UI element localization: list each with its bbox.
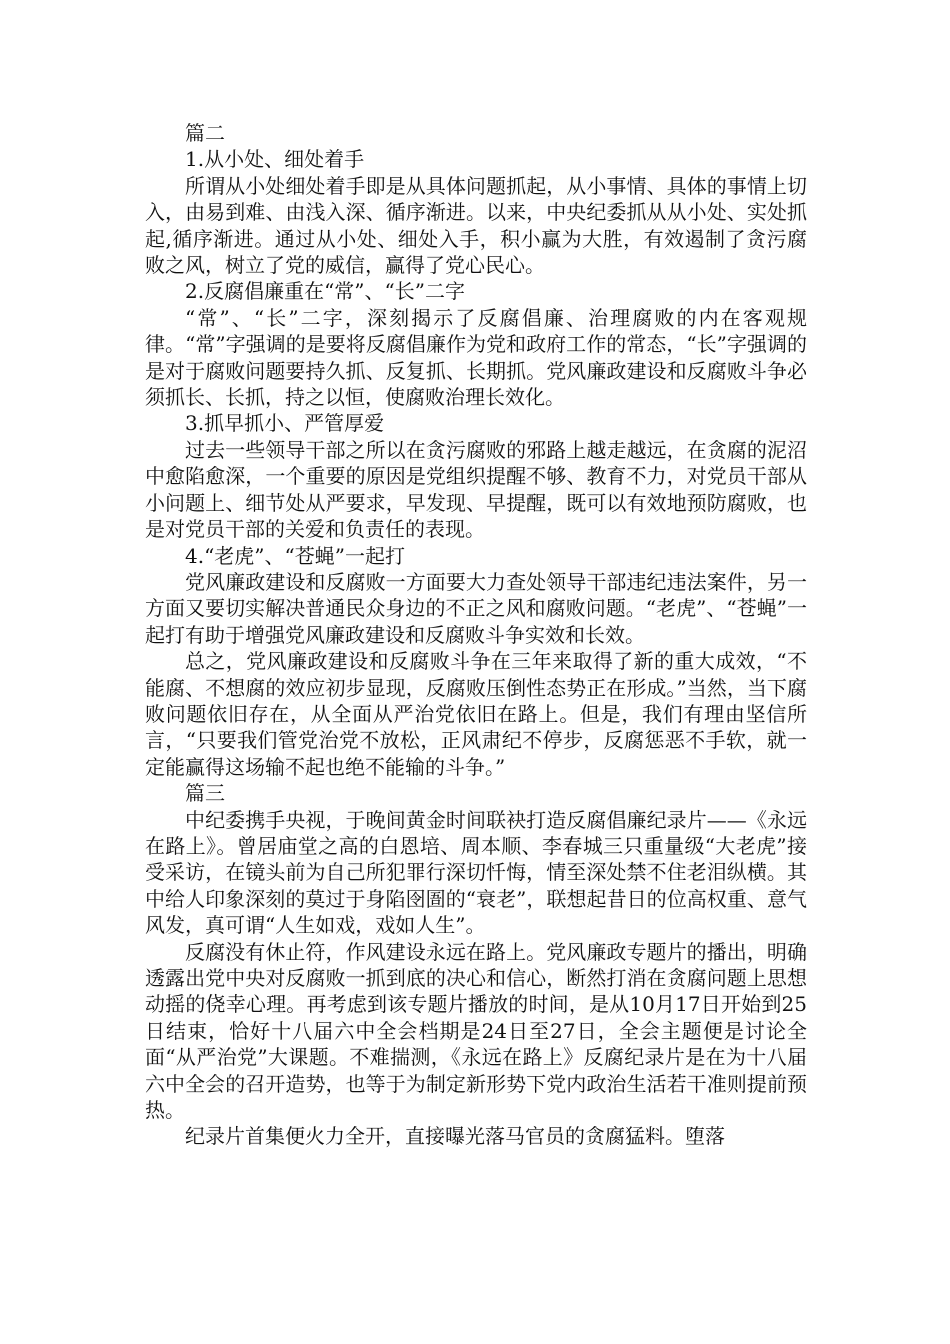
paragraph: 纪录片首集便火力全开，直接曝光落马官员的贪腐猛料。堕落 [185,1124,725,1149]
paragraph: “常”、“长”二字，深刻揭示了反腐倡廉、治理腐败的内在客观规律。“常”字强调的是要将反腐倡廉作为党和政府工作的常态，“长”字强调的是对于腐败问题要持久抓、反复抓、长期抓。党风廉政建设和反腐败斗争必须抓长、长抓，持之以恒，使腐败治理长效化。 [145,305,807,410]
document-body [145,120,807,1150]
paragraph: 中纪委携手央视，于晚间黄金时间联袂打造反腐倡廉纪录片——《永远在路上》。曾居庙堂之高的白恩培、周本顺、李春城三只重量级“大老虎”接受采访，在镜头前为自己所犯罪行深切忏悔，情至深处禁不住老泪纵横。其中给人印象深刻的莫过于身陷囹圄的“衰老”，联想起昔日的位高权重、意气风发，真可谓“人生如戏，戏如人生”。 [145,807,807,938]
item-heading-3: 3.抓早抓小、严管厚爱 [185,411,385,436]
item-heading-1: 1.从小处、细处着手 [185,147,365,172]
section-heading-2: 篇二 [185,121,225,145]
item-heading-2: 2.反腐倡廉重在“常”、“长”二字 [185,279,465,304]
paragraph: 所谓从小处细处着手即是从具体问题抓起，从小事情、具体的事情上切入，由易到难、由浅入深、循序渐进。以来，中央纪委抓从从小处、实处抓起,循序渐进。通过从小处、细处入手，积小赢为大胜，有效遏制了贪污腐败之风，树立了党的威信，赢得了党心民心。 [145,173,807,278]
paragraph: 党风廉政建设和反腐败一方面要大力查处领导干部违纪违法案件，另一方面又要切实解决普通民众身边的不正之风和腐败问题。“老虎”、“苍蝇”一起打有助于增强党风廉政建设和反腐败斗争实效和长效。 [145,569,807,647]
paragraph: 过去一些领导干部之所以在贪污腐败的邪路上越走越远，在贪腐的泥沼中愈陷愈深，一个重要的原因是党组织提醒不够、教育不力，对党员干部从小问题上、细节处从严要求，早发现、早提醒，既可以有效地预防腐败，也是对党员干部的关爱和负责任的表现。 [145,437,807,542]
paragraph: 反腐没有休止符，作风建设永远在路上。党风廉政专题片的播出，明确透露出党中央对反腐败一抓到底的决心和信心，断然打消在贪腐问题上思想动摇的侥幸心理。再考虑到该专题片播放的时间，是从10月17日开始到25日结束，恰好十八届六中全会档期是24日至27日，全会主题便是讨论全面“从严治党”大课题。不难揣测，《永远在路上》反腐纪录片是在为十八届六中全会的召开造势，也等于为制定新形势下党内政治生活若干准则提前预热。 [145,939,807,1123]
paragraph: 总之，党风廉政建设和反腐败斗争在三年来取得了新的重大成效，“不能腐、不想腐的效应初步显现，反腐败压倒性态势正在形成。”当然，当下腐败问题依旧存在，从全面从严治党依旧在路上。但是，我们有理由坚信所言，“只要我们管党治党不放松，正风肃纪不停步，反腐惩恶不手软，就一定能赢得这场输不起也绝不能输的斗争。” [145,649,807,779]
section-heading-3: 篇三 [185,781,225,806]
item-heading-4: 4.“老虎”、“苍蝇”一起打 [185,543,405,568]
